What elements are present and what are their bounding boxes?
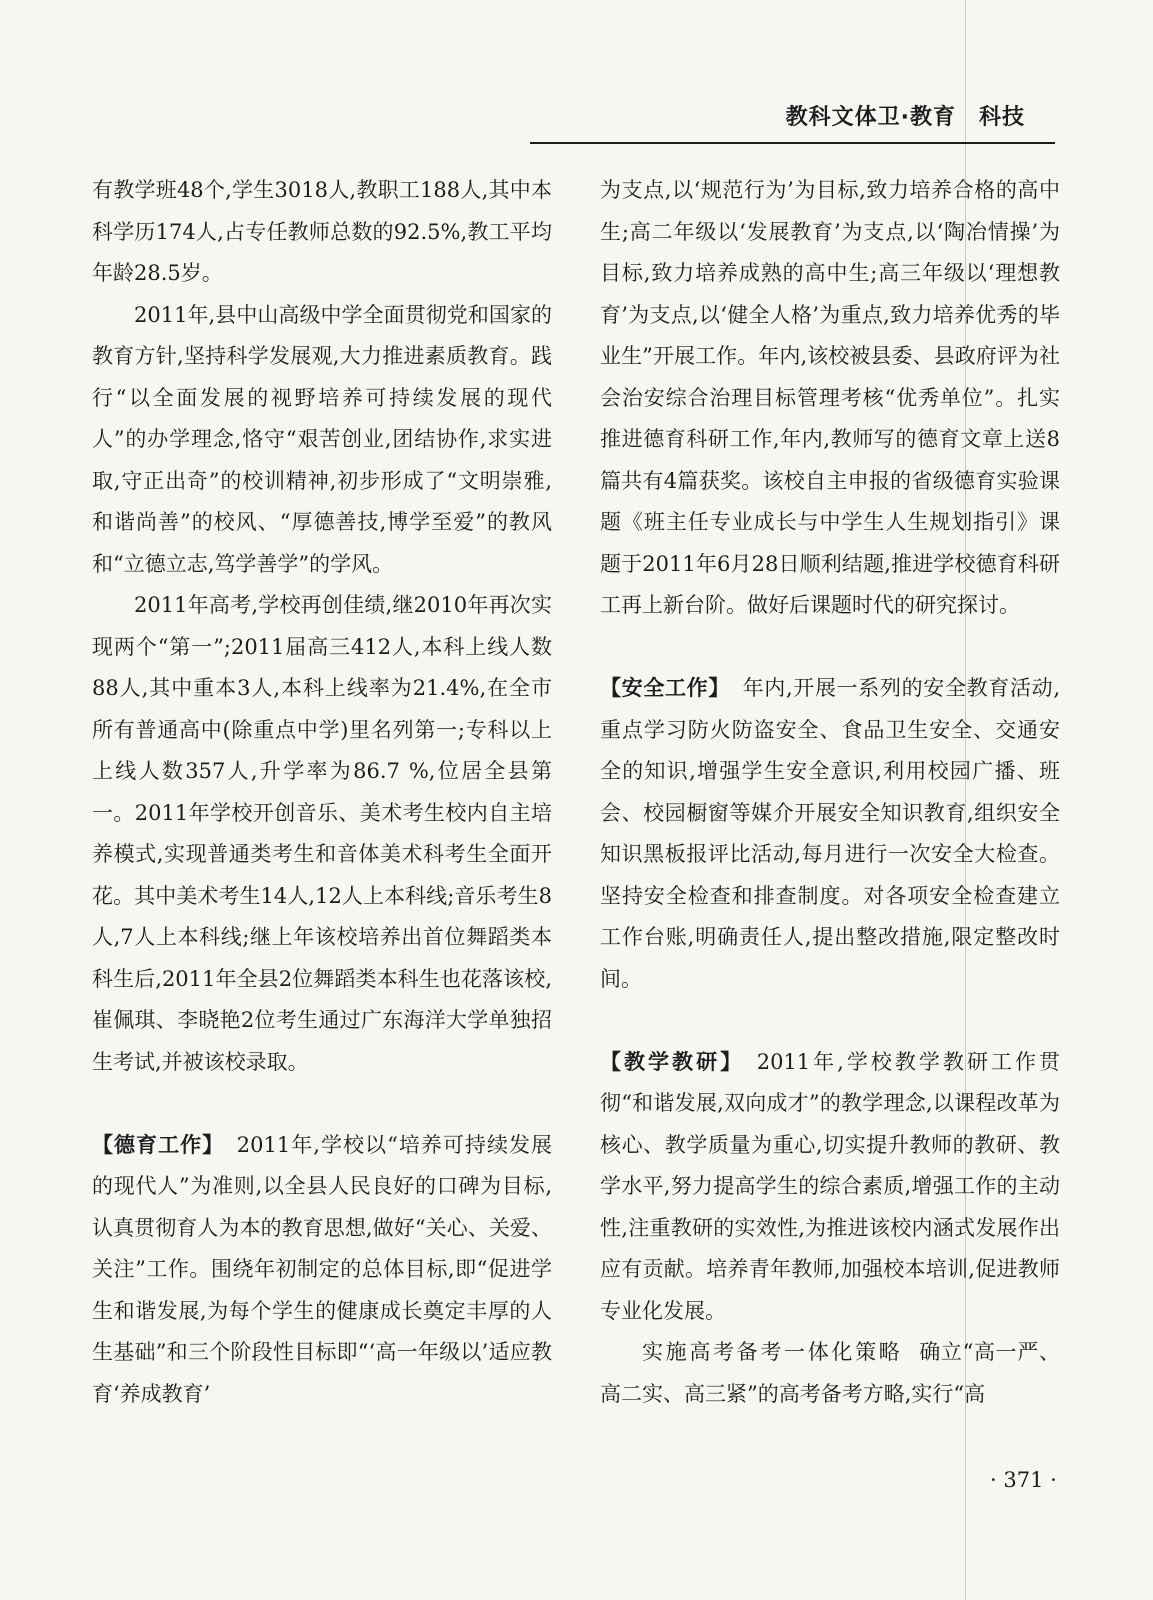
paragraph-moral-continued: 为支点,以‘规范行为’为目标,致力培养合格的高中生;高二年级以‘发展教育’为支点,以‘陶冶情操’为目标,致力培养成熟的高中生;高三年级以‘理想教育’为支点,以‘健全人格’为重点,致力培养优秀的毕业生”开展工作。年内,该校被县委、县政府评为社会治安综合治理目标管理考核“优秀单位”。扎实推进德育科研工作,年内,教师写的德育文章上送8篇共有4篇获奖。该校自主申报的省级德育实验课题《班主任专业成长与中学生人生规划指引》课题于2011年6月28日顺利结题,推进学校德育科研工再上新台阶。做好后课题时代的研究探讨。 xyxy=(600,178,1060,617)
paragraph-school-stats: 有教学班48个,学生3018人,教职工188人,其中本科学历174人,占专任教师总数的92.5%,教工平均年龄28.5岁。 xyxy=(92,178,552,285)
text-exam-strategy: 确立“高一严、高二实、高三紧”的高考备考方略,实行“高 xyxy=(600,1340,1060,1406)
section-text-safety: 年内,开展一系列的安全教育活动,重点学习防火防盗安全、食品卫生安全、交通安全的知识,增强学生安全意识,利用校园广播、班会、校园橱窗等媒介开展安全知识教育,组织安全知识黑板报评比活动,每月进行一次安全大检查。坚持安全检查和排查制度。对各项安全检查建立工作台账,明确责任人,提出整改措施,限定整改时间。 xyxy=(600,676,1060,991)
paragraph-exam-results: 2011年高考,学校再创佳绩,继2010年再次实现两个“第一”;2011届高三412人,本科上线人数88人,其中重本3人,本科上线率为21.4%,在全市所有普通高中(除重点中学)里名列第一;专科以上上线人数357人,升学率为86.7 %,位居全县第一。2011年学校开创音乐、美术考生校内自主培养模式,实现普通类考生和音体美术科考生全面开花。其中美术考生14人,12人上本科线;音乐考生8人,7人上本科线;继上年该校培养出首位舞蹈类本科生后,2011年全县2位舞蹈类本科生也花落该校,崔佩琪、李晓艳2位考生通过广东海洋大学单独招生考试,并被该校录取。 xyxy=(92,593,552,1074)
section-text-teaching: 2011年,学校教学教研工作贯彻“和谐发展,双向成才”的教学理念,以课程改革为核心、教学质量为重心,切实提升教师的教研、教学水平,努力提高学生的综合素质,增强工作的主动性,注重教研的实效性,为推进该校内涵式发展作出应有贡献。培养青年教师,加强校本培训,促进教师专业化发展。 xyxy=(600,1049,1061,1323)
section-heading-safety: 【安全工作】 xyxy=(600,676,731,700)
header-title: 教科文体卫·教育 科技 xyxy=(785,105,1025,130)
section-text-moral: 2011年,学校以“培养可持续发展的现代人”为准则,以全县人民良好的口碑为目标,认真贯彻育人为本的教育思想,做好“关心、关爱、关注”工作。围绕年初制定的总体目标,即“促进学生和谐发展,为每个学生的健康成长奠定丰厚的人生基础”和三个阶段性目标即“‘高一年级以’适应教育‘养成教育’ xyxy=(92,1132,553,1406)
section-heading-teaching: 【教学教研】 xyxy=(600,1049,745,1074)
section-safety-work xyxy=(600,668,1060,1000)
header-rule xyxy=(530,142,1055,144)
running-header xyxy=(530,100,1055,144)
section-moral-education xyxy=(92,1125,552,1416)
section-spacer xyxy=(600,1000,1060,1042)
paragraph-exam-strategy xyxy=(600,1332,1060,1415)
section-spacer xyxy=(92,1083,552,1125)
section-teaching-research xyxy=(600,1042,1060,1333)
paragraph-school-overview: 2011年,县中山高级中学全面贯彻党和国家的教育方针,坚持科学发展观,大力推进素质教育。践行“以全面发展的视野培养可持续发展的现代人”的办学理念,恪守“艰苦创业,团结协作,求实进取,守正出奇”的校训精神,初步形成了“文明崇雅,和谐尚善”的校风、“厚德善技,博学至爱”的教风和“立德立志,笃学善学”的学风。 xyxy=(92,302,552,576)
right-column xyxy=(600,170,1060,1415)
page-number: · 371 · xyxy=(990,1468,1057,1492)
left-column xyxy=(92,170,552,1415)
subheading-exam-strategy: 实施高考备考一体化策略 xyxy=(642,1340,903,1364)
section-heading-moral: 【德育工作】 xyxy=(92,1132,225,1157)
section-spacer xyxy=(600,627,1060,669)
